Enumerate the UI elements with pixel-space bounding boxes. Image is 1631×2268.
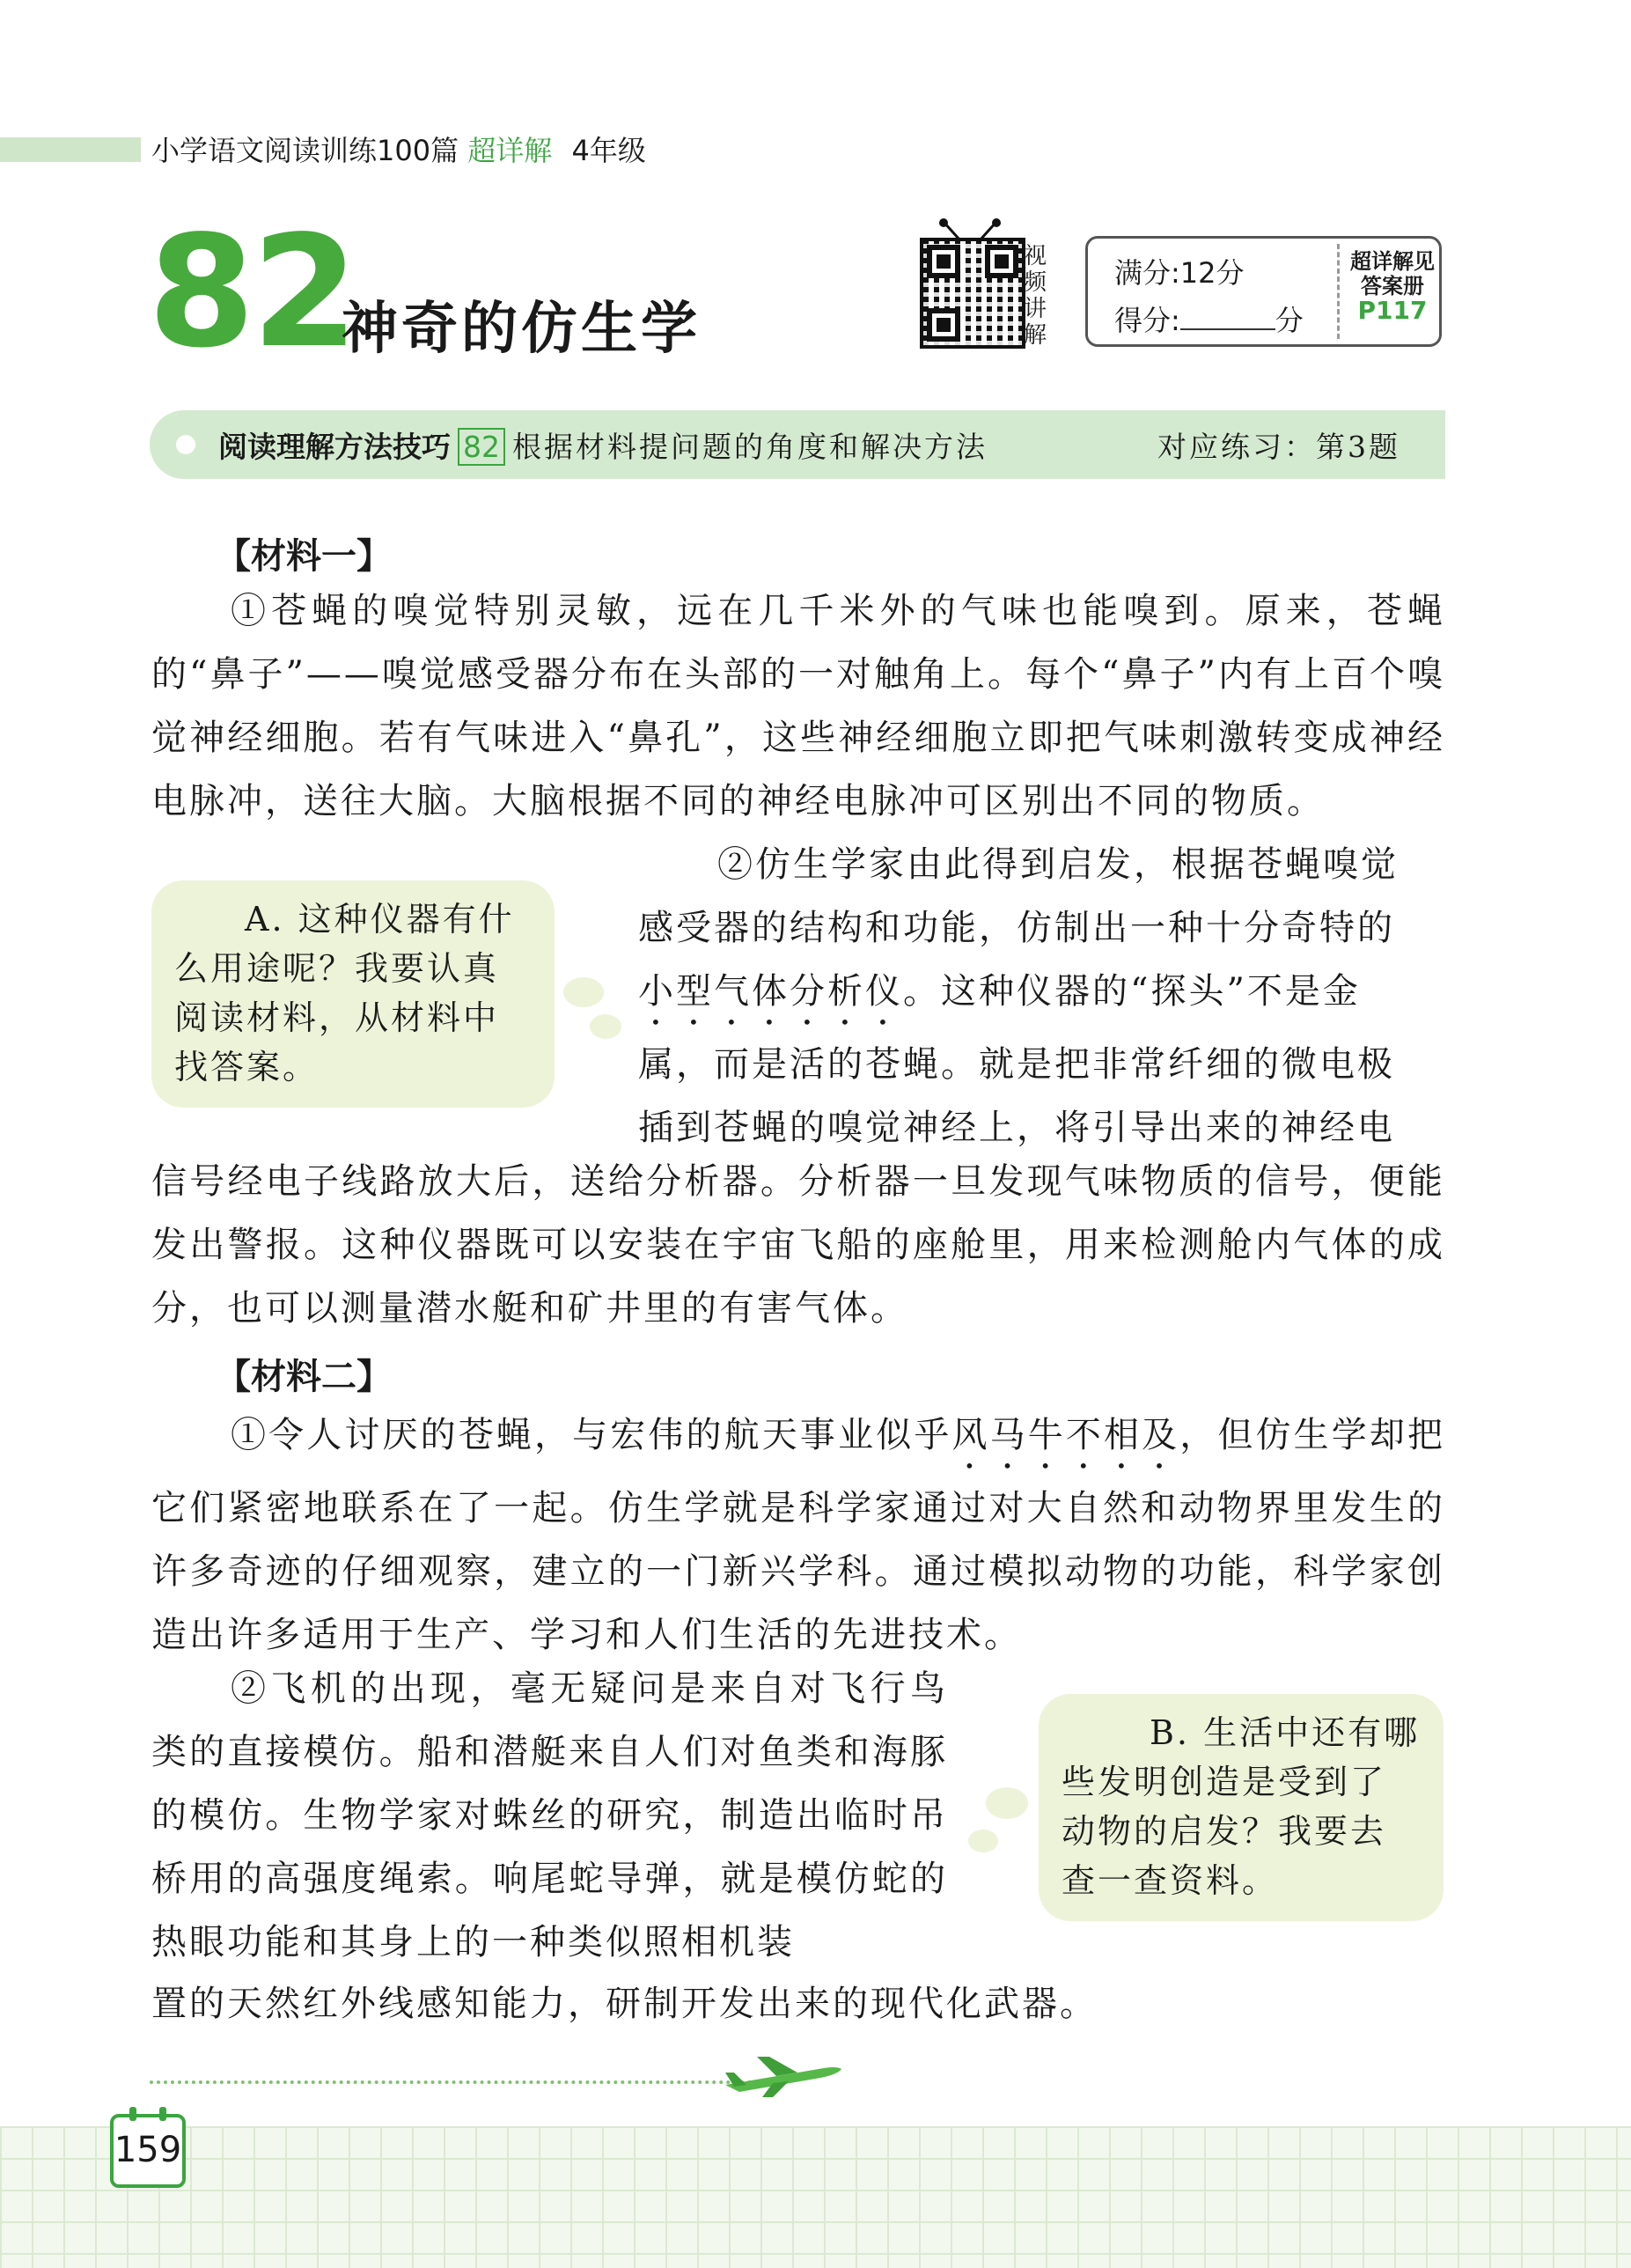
- material2-paragraph1: [151, 1403, 1445, 1667]
- answer-ref-line2: 答案册: [1361, 274, 1424, 298]
- header-band: [0, 137, 141, 162]
- method-tip: [218, 424, 988, 466]
- bubble-puff: [563, 977, 604, 1007]
- book-title: 小学语文阅读训练100篇: [151, 134, 459, 167]
- score-box: [1085, 236, 1442, 347]
- material1-paragraph2-wrap: [638, 833, 1445, 1160]
- method-text: 根据材料提问题的角度和解决方法: [512, 430, 988, 464]
- footer-grid: [0, 2126, 1631, 2268]
- dotted-term-analyzer: 小型气体分析仪: [638, 971, 903, 1012]
- method-number: 82: [458, 428, 505, 466]
- score-field[interactable]: [1114, 298, 1304, 339]
- score-divider: [1337, 244, 1340, 339]
- grade-label: 4年级: [571, 134, 646, 167]
- score-unit: 分: [1275, 304, 1304, 337]
- material2-heading: 【材料二】: [216, 1357, 392, 1397]
- p2-line1: ②仿生学家由此得到启发，根据苍蝇嗅觉: [717, 844, 1399, 885]
- answer-reference: [1345, 249, 1440, 323]
- page-number-text: 159: [114, 2130, 182, 2170]
- lesson-number: 82: [148, 203, 356, 382]
- material1-paragraph1: ①苍蝇的嗅觉特别灵敏，远在几千米外的气味也能嗅到。原来，苍蝇的“鼻子”——嗅觉感受器分布在头部的一对触角上。每个“鼻子”内有上百个嗅觉神经细胞。若有气味进入“鼻孔”，这些神经细胞立即把气味刺激转变成神经电脉冲，送往大脑。大脑根据不同的神经电脉冲可区别出不同的物质。: [151, 591, 1445, 821]
- bubble-puff: [986, 1787, 1028, 1819]
- bubble-puff: [968, 1830, 998, 1852]
- p2-line2: 感受器的结构和功能，仿制出一种十分奇特的: [638, 908, 1395, 948]
- answer-ref-page: P117: [1357, 296, 1428, 325]
- qr-code-icon[interactable]: [920, 238, 1025, 349]
- qr-label: 视频讲解: [1024, 243, 1047, 349]
- score-label: 得分:: [1114, 304, 1180, 337]
- practice-reference: 对应练习：第3题: [1157, 430, 1400, 464]
- note-bubble-a: A. 这种仪器有什么用途呢？我要认真阅读材料，从材料中找答案。: [151, 880, 555, 1108]
- p2-line5: 插到苍蝇的嗅觉神经上，将引导出来的神经电: [638, 1108, 1395, 1148]
- page-number: [110, 2114, 186, 2188]
- lesson-title: 神奇的仿生学: [342, 297, 701, 362]
- m2p1-part-a: ①令人讨厌的苍蝇，与宏伟的航天事业似乎: [231, 1415, 952, 1455]
- material2-paragraph2: ②飞机的出现，毫无疑问是来自对飞行鸟类的直接模仿。船和潜艇来自人们对鱼类和海豚的模仿。生物学家对蛛丝的研究，制造出临时吊桥用的高强度绳索。响尾蛇导弹，就是模仿蛇的热眼功能和其身上的一种类似照相机装: [151, 1668, 948, 1962]
- material1-paragraph2-rest: 信号经电子线路放大后，送给分析器。分析器一旦发现气味物质的信号，便能发出警报。这种仪器既可以安装在宇宙飞船的座舱里，用来检测舱内气体的成分，也可以测量潜水艇和矿井里的有害气体。: [151, 1161, 1445, 1329]
- bullet-icon: [176, 435, 195, 454]
- full-score: 满分:12分: [1114, 256, 1245, 290]
- material2-paragraph2-last: 置的天然红外线感知能力，研制开发出来的现代化武器。: [151, 1984, 1098, 2024]
- m2p1-part-b: ，但仿生学却把它们紧密地联系在了一起。仿生学就是科学家通过对大自然和动物界里发生的许多奇迹的仔细观察，建立的一门新兴学科。通过模拟动物的功能，科学家创造出许多适用于生产、学习和人们生活的先进技术。: [151, 1415, 1446, 1655]
- bubble-puff: [590, 1014, 621, 1039]
- dotted-idiom: 风马牛不相及: [951, 1415, 1180, 1455]
- dotted-divider: [150, 2080, 766, 2084]
- p2-line4: 属，而是活的苍蝇。就是把非常纤细的微电极: [638, 1044, 1395, 1085]
- answer-ref-line1: 超详解见: [1350, 249, 1435, 274]
- book-highlight: 超详解: [467, 134, 553, 167]
- book-header: [151, 129, 646, 169]
- material1-heading: 【材料一】: [216, 536, 392, 577]
- p2-line3-rest: 。这种仪器的“探头”不是金: [903, 971, 1361, 1012]
- note-bubble-b: B. 生活中还有哪些发明创造是受到了动物的启发？我要去查一查资料。: [1039, 1694, 1444, 1921]
- method-title: 阅读理解方法技巧: [218, 430, 451, 464]
- airplane-icon: [722, 2046, 845, 2099]
